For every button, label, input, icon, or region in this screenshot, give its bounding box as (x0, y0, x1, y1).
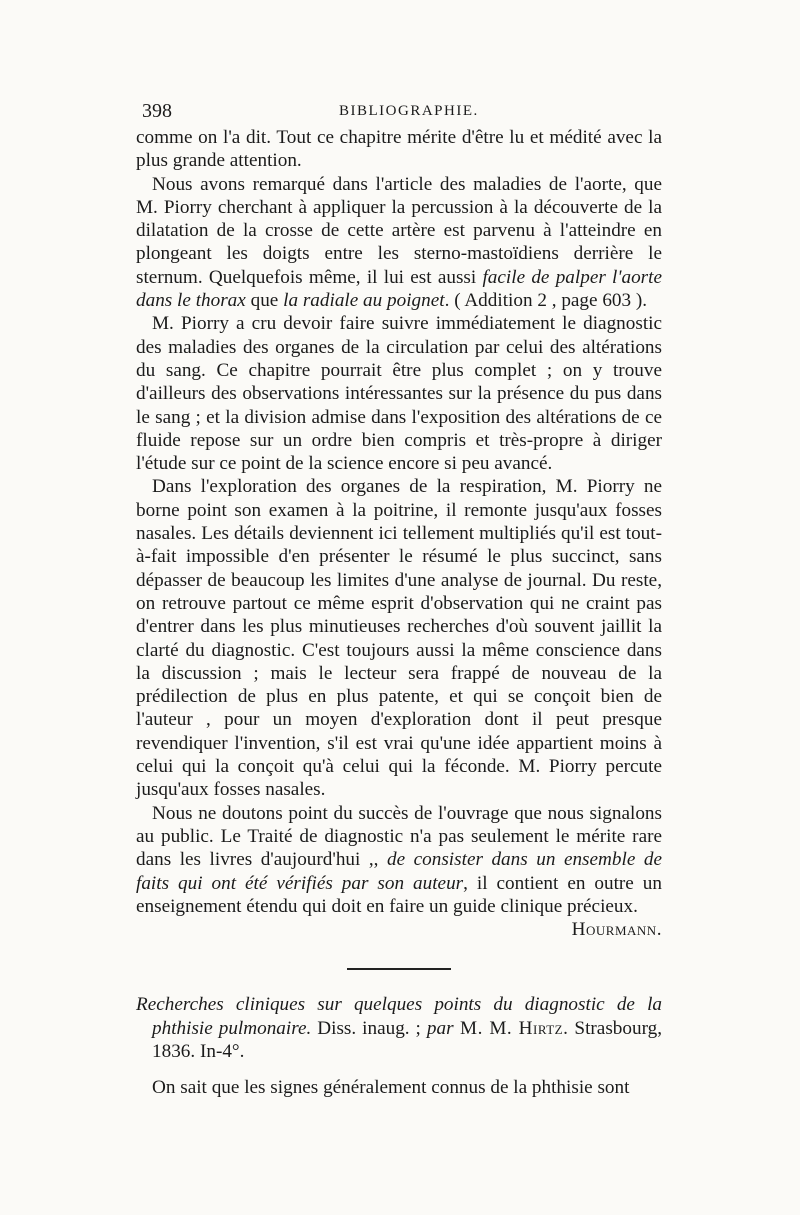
italic-run: de consister dans un ensemble de faits qui ont été vérifiés par son auteur (136, 849, 662, 894)
text-run: que (245, 290, 284, 312)
reference-place: Strasbourg, 1836. In-4°. (152, 1017, 663, 1062)
paragraph-conclusion (136, 802, 662, 918)
page-header (142, 100, 660, 126)
section-divider (347, 968, 451, 970)
page-number: 398 (142, 100, 172, 122)
bibliographic-reference (136, 993, 662, 1063)
author-signature: Hourmann. (571, 919, 662, 941)
paragraph-aorte (136, 173, 662, 313)
reference-title: Recherches cliniques sur quelques points du diagnostic de la phthisie pulmonaire. (136, 994, 662, 1039)
paragraph-sang: M. Piorry a cru devoir faire suivre immédiatement le diagnostic des maladies des organes de la circulation par celui des altérations du sang. Ce chapitre pourrait être plus complet ; on y trouve d'ailleurs des observations intéressantes sur la présence du pus dans le sang ; et la division admise dans l'exposition des altérations de ce fluide repose sur un ordre bien compris et très-propre à diriger l'étude sur ce point de la science encore si peu avancé. (136, 313, 662, 475)
reference-type: Diss. inaug. ; (311, 1017, 427, 1039)
paragraph-respiration: Dans l'exploration des organes de la respiration, M. Piorry ne borne point son examen à la poitrine, il remonte jusqu'aux fosses nasales. Les détails deviennent ici tellement multipliés qu'il est tout-à-fait impossible d'en présenter le résumé le plus succinct, sans dépasser de beaucoup les limites d'une analyse de journal. Du reste, on retrouve partout ce même esprit d'observation qui ne craint pas d'entrer dans les plus minutieuses recherches d'où souvent jaillit la clarté du diagnostic. C'est toujours aussi la même conscience dans la discussion ; mais le lecteur sera frappé de nouveau de la prédilection de plus en plus patente, et qui se conçoit bien de l'auteur , pour un moyen d'exploration dont il peut presque revendiquer l'invention, s'il est vrai qu'une idée appartient moins à celui qui la conçoit qu'à celui qui la féconde. M. Piorry percute jusqu'aux fosses nasales. (136, 476, 662, 801)
page-body (136, 126, 662, 1100)
text-run: , il contient en outre un enseignement étendu qui doit en faire un guide clinique précieux. (136, 872, 662, 917)
running-title: BIBLIOGRAPHIE. (339, 103, 479, 119)
reference-author: M. M. Hirtz. (453, 1017, 569, 1039)
text-run: Nous avons remarqué dans l'article des maladies de l'aorte, que M. Piorry cherchant à appliquer la percussion à la découverte de la dilatation de la crosse de cette artère est parvenu à l'atteindre en plongeant les doigts entre les sterno-mastoïdiens derrière le sternum. Quelquefois même, il lui est aussi (136, 173, 662, 288)
paragraph-continuation: comme on l'a dit. Tout ce chapitre mérite d'être lu et médité avec la plus grande attention. (136, 127, 662, 172)
paragraph-phthisie: On sait que les signes généralement connus de la phthisie sont (152, 1077, 630, 1099)
text-run: Nous ne doutons point du succès de l'ouvrage que nous signalons au public. Le Traité de diagnostic n'a pas seulement le mérite rare dans les livres d'aujourd'hui ,, (136, 802, 662, 871)
text-run: . ( Addition 2 , page 603 ). (444, 290, 648, 312)
review-signature-line (136, 918, 662, 941)
reference-par: par (426, 1017, 454, 1039)
italic-run: facile de palper l'aorte dans le thorax (136, 266, 662, 312)
italic-run: la radiale au poignet (283, 290, 445, 312)
